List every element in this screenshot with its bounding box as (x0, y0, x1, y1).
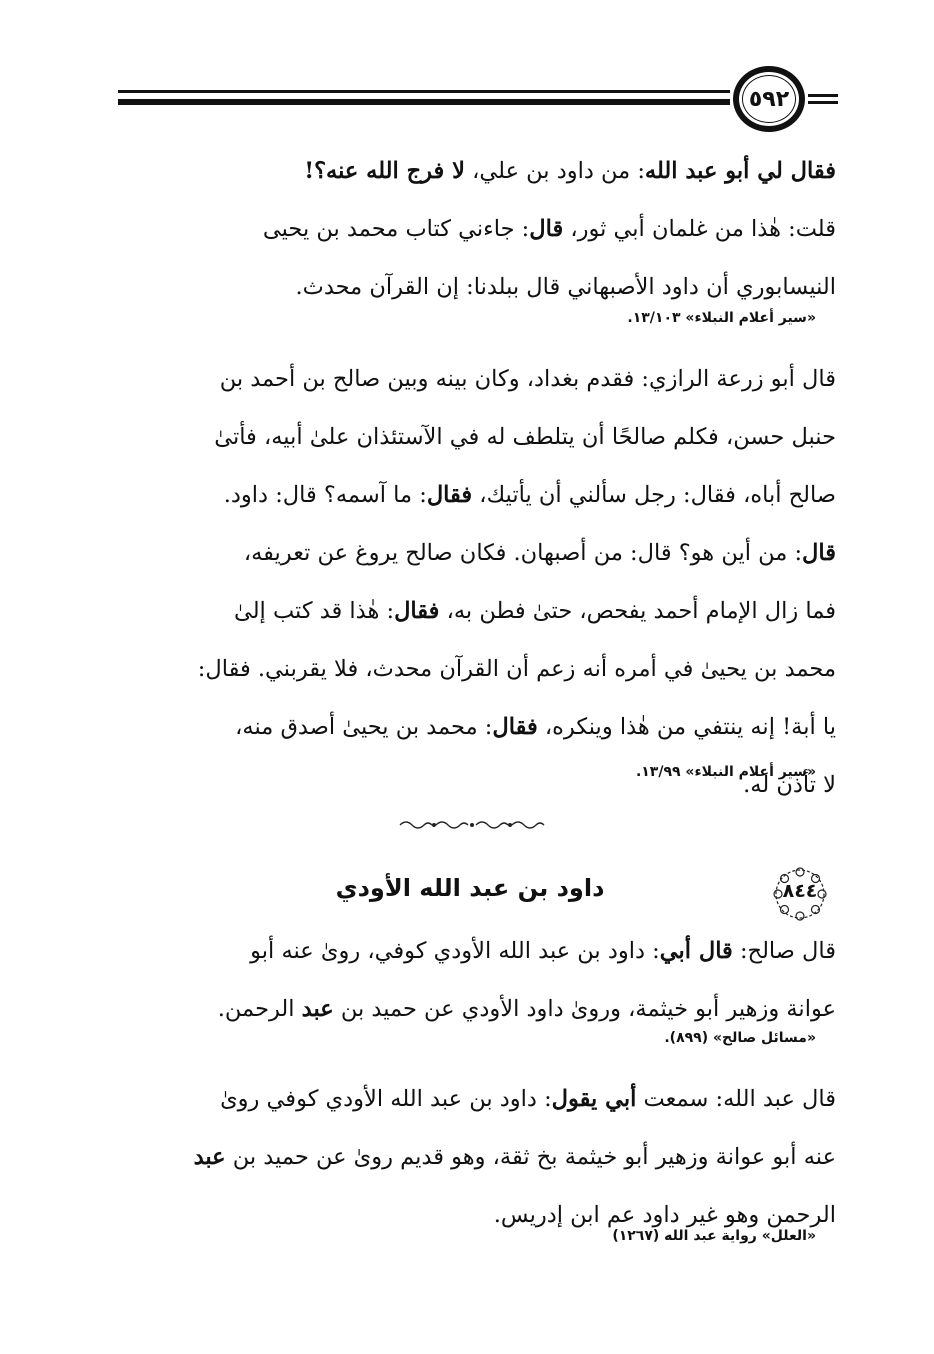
text-line: صالح أباه، فقال: رجل سألني أن يأتيك، فقال: ما آسمه؟ قال: داود. (223, 482, 836, 508)
text-line: فقال لي أبو عبد الله: من داود بن علي، لا فرج الله عنه؟! (304, 158, 836, 184)
text-line: عوانة وزهير أبو خيثمة، وروىٰ داود الأودي عن حميد بن عبد الرحمن. (217, 996, 836, 1022)
text-line: قال عبد الله: سمعت أبي يقول: داود بن عبد الله الأودي كوفي روىٰ (220, 1086, 836, 1112)
paragraph-2 (112, 350, 836, 814)
page-number: ٥٩٢ (733, 66, 805, 132)
text-line: قلت: هٰذا من غلمان أبي ثور، قال: جاءني كتاب محمد بن يحيى (262, 216, 836, 242)
text-line: يا أبة! إنه ينتفي من هٰذا وينكره، فقال: محمد بن يحيىٰ أصدق منه، (235, 714, 836, 740)
source-citation: «سير أعلام النبلاء» ١٣/١٠٣. (627, 310, 816, 326)
text-line: النيسابوري أن داود الأصبهاني قال ببلدنا: إن القرآن محدث. (295, 274, 836, 300)
entry-title: داود بن عبد الله الأودي (335, 874, 605, 902)
text-line: محمد بن يحيىٰ في أمره أنه زعم أن القرآن محدث، فلا يقربني. فقال: (197, 656, 836, 682)
text-line: لا تأذن له. (743, 772, 836, 798)
text-line: عنه أبو عوانة وزهير أبو خيثمة بخ ثقة، وهو قديم روىٰ عن حميد بن عبد (193, 1144, 836, 1170)
bold-text: لا فرج الله عنه؟! (304, 158, 465, 184)
entry-number: ٨٤٤ (782, 880, 818, 902)
text-line: قال: من أين هو؟ قال: من أصبهان. فكان صالح يروغ عن تعريفه، (243, 540, 836, 566)
bold-text: عبد (193, 1144, 226, 1170)
header-rule-top (118, 90, 730, 93)
bold-text: فقال (426, 482, 473, 508)
bold-text: فقال (492, 714, 538, 740)
text-line: قال أبو زرعة الرازي: فقدم بغداد، وكان بينه وبين صالح بن أحمد بن (219, 366, 836, 392)
bold-text: قال أبي (659, 938, 733, 964)
text-line: الرحمن وهو غير داود عم ابن إدريس. (493, 1202, 836, 1228)
source-citation: «مسائل صالح» (٨٩٩). (664, 1030, 816, 1046)
bold-text: عبد (301, 996, 334, 1022)
paragraph-1 (112, 142, 836, 316)
bold-text: أبي يقول (551, 1086, 637, 1112)
header-rule-bottom (118, 99, 730, 105)
source-citation: «سير أعلام النبلاء» ١٣/٩٩. (635, 764, 816, 780)
source-citation: «العلل» رواية عبد الله (١٢٦٧) (612, 1228, 816, 1244)
text-line: فما زال الإمام أحمد يفحص، حتىٰ فطن به، فقال: هٰذا قد كتب إلىٰ (233, 598, 836, 624)
bold-text: قال (802, 540, 836, 566)
bold-text: فقال (394, 598, 440, 624)
header-rule-right-bottom (808, 101, 838, 104)
header-rule-right-top (808, 94, 838, 97)
bold-text: فقال لي أبو عبد الله (644, 158, 836, 184)
text-line: حنبل حسن، فكلم صالحًا أن يتلطف له في الآستئذان علىٰ أبيه، فأتىٰ (214, 424, 836, 450)
bold-text: قال (529, 216, 564, 242)
ornament-divider-icon (396, 818, 548, 832)
paragraph-4 (112, 1070, 836, 1244)
text-line: قال صالح: قال أبي: داود بن عبد الله الأودي كوفي، روىٰ عنه أبو (250, 938, 836, 964)
paragraph-3 (112, 922, 836, 1038)
